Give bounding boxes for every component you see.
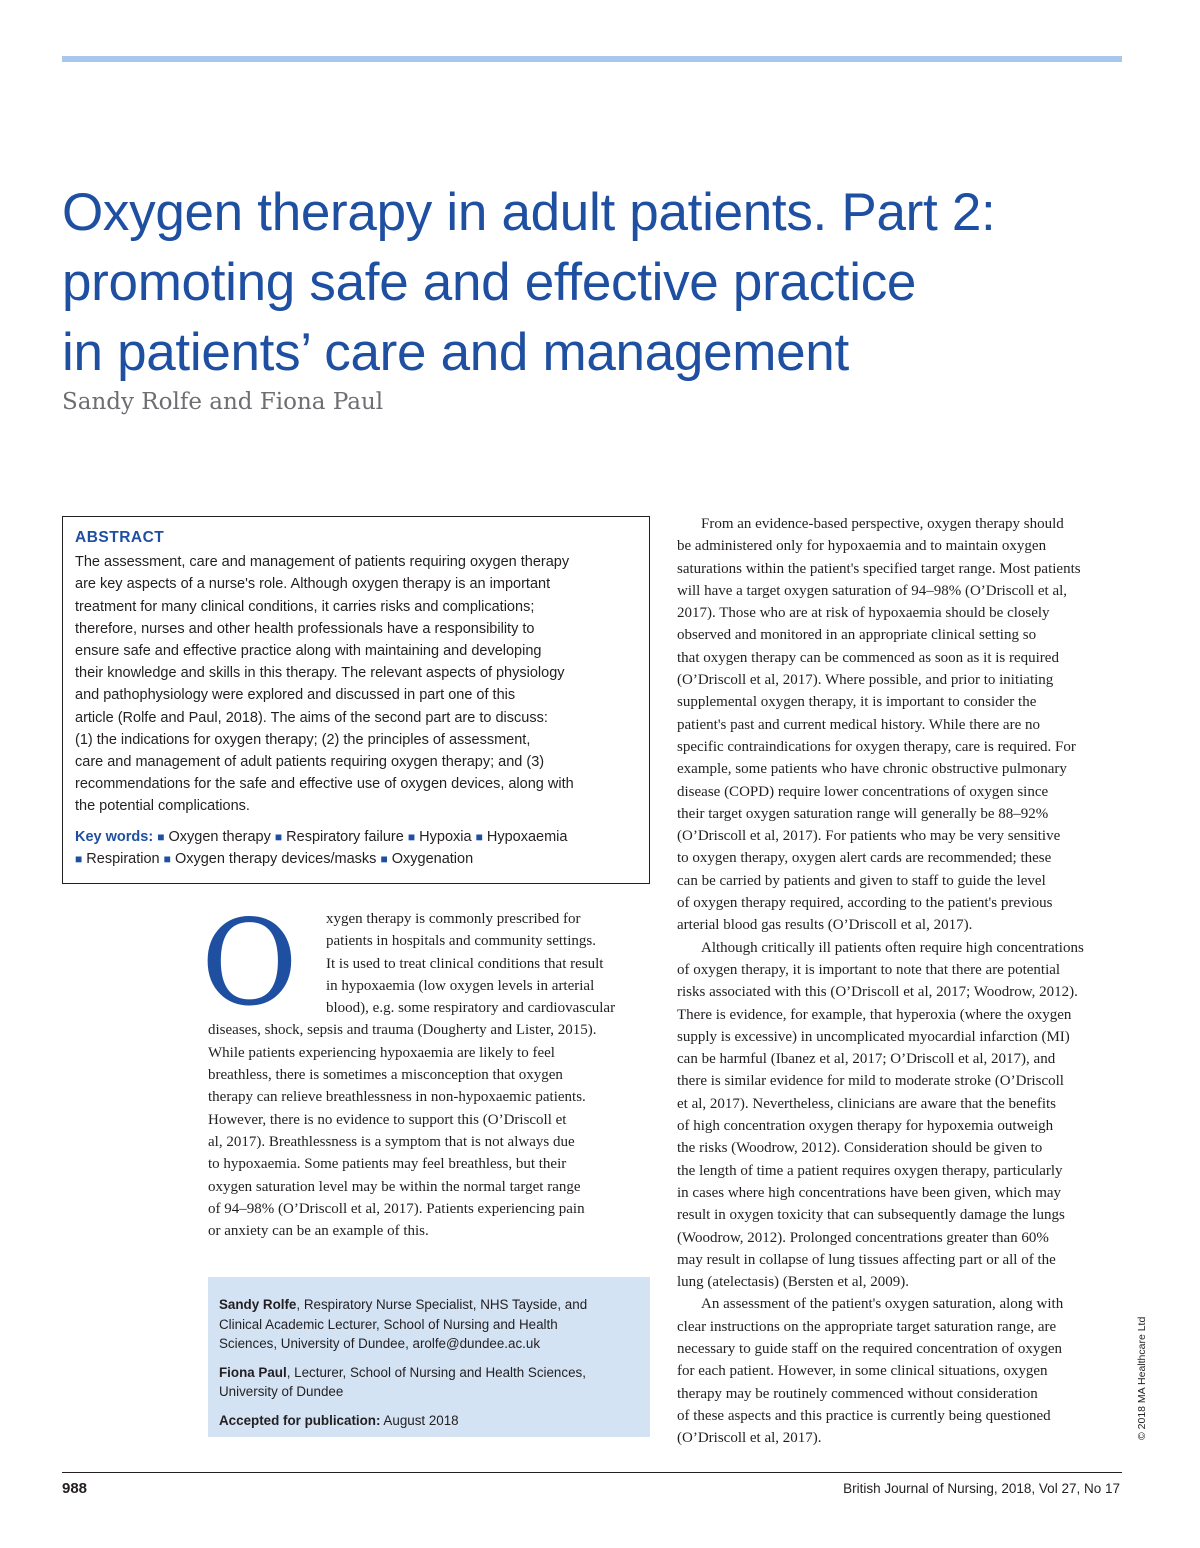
abstract-line: treatment for many clinical conditions, it carries risks and complications; [75, 598, 535, 615]
body-line: xygen therapy is commonly prescribed for [326, 911, 581, 927]
article-authors: Sandy Rolfe and Fiona Paul [62, 389, 384, 415]
body-line: Although critically ill patients often require high concentrations [701, 939, 1084, 956]
keyword-separator: ■ [75, 851, 83, 866]
title-line-1: Oxygen therapy in adult patients. Part 2: [62, 183, 996, 242]
keyword-separator: ■ [163, 851, 171, 866]
keyword: Oxygen therapy devices/masks [174, 850, 377, 867]
body-line: breathless, there is sometimes a misconception that oxygen [208, 1067, 563, 1084]
body-line: to hypoxaemia. Some patients may feel breathless, but their [208, 1156, 567, 1173]
affiliation-author-2 [219, 1363, 638, 1402]
keyword: Hypoxia [419, 828, 472, 845]
body-line: patient's past and current medical history. While there are no [677, 716, 1040, 733]
body-line: therapy may be routinely commenced without consideration [677, 1385, 1038, 1402]
abstract-line: the potential complications. [75, 798, 250, 815]
body-line: can be carried by patients and given to staff to guide the level [677, 872, 1046, 889]
top-accent-bar [62, 56, 1122, 62]
body-line: et al, 2017). Nevertheless, clinicians are aware that the benefits [677, 1095, 1057, 1112]
journal-citation: British Journal of Nursing, 2018, Vol 27, No 17 [843, 1481, 1120, 1496]
body-line: for each patient. However, in some clinical situations, oxygen [677, 1363, 1048, 1380]
accepted-date: August 2018 [380, 1412, 459, 1428]
body-line: It is used to treat clinical conditions that result [326, 955, 604, 972]
keyword-separator: ■ [157, 829, 165, 844]
abstract-line: therefore, nurses and other health professionals have a responsibility to [75, 620, 535, 637]
author-2-name: Fiona Paul [219, 1364, 287, 1380]
abstract-line: ensure safe and effective practice along with maintaining and developing [75, 643, 542, 660]
acceptance-note [219, 1411, 638, 1431]
title-line-2: promoting safe and effective practice [62, 253, 917, 312]
body-line: of 94–98% (O’Driscoll et al, 2017). Patients experiencing pain [208, 1200, 585, 1217]
keywords-line-2 [75, 848, 637, 870]
body-line: may result in collapse of lung tissues affecting part or all of the [677, 1251, 1056, 1268]
body-line: patients in hospitals and community settings. [326, 933, 596, 950]
body-line: be administered only for hypoxaemia and to maintain oxygen [677, 538, 1047, 555]
abstract-heading: ABSTRACT [75, 529, 165, 546]
keyword: Hypoxaemia [486, 828, 568, 845]
body-line: (O’Driscoll et al, 2017). For patients who may be very sensitive [677, 828, 1061, 845]
drop-cap: O [201, 894, 298, 1032]
body-line: their target oxygen saturation range will generally be 88–92% [677, 805, 1049, 822]
keyword-separator: ■ [407, 829, 416, 844]
affiliation-text: Clinical Academic Lecturer, School of Nursing and Health [219, 1316, 558, 1332]
author-1-name: Sandy Rolfe [219, 1297, 297, 1312]
body-line: specific contraindications for oxygen therapy, care is required. For [677, 738, 1076, 755]
body-line: or anxiety can be an example of this. [208, 1223, 429, 1240]
body-line: From an evidence-based perspective, oxygen therapy should [701, 516, 1064, 532]
abstract-line: their knowledge and skills in this therapy. The relevant aspects of physiology [75, 665, 565, 682]
title-line-3: in patients’ care and management [62, 323, 849, 382]
body-line: of oxygen therapy, it is important to note that there are potential [677, 961, 1061, 978]
body-right-column [677, 513, 1123, 1449]
abstract-line: The assessment, care and management of patients requiring oxygen therapy [75, 554, 570, 571]
body-line: al, 2017). Breathlessness is a symptom that is not always due [208, 1133, 575, 1150]
body-line: can be harmful (Ibanez et al, 2017; O’Driscoll et al, 2017), and [677, 1051, 1056, 1068]
keyword-separator: ■ [274, 829, 283, 844]
page-number: 988 [62, 1480, 88, 1497]
body-line: necessary to guide staff on the required concentration of oxygen [677, 1340, 1063, 1357]
body-line: clear instructions on the appropriate target saturation range, are [677, 1318, 1057, 1335]
abstract-line: are key aspects of a nurse's role. Although oxygen therapy is an important [75, 576, 551, 593]
abstract-line: article (Rolfe and Paul, 2018). The aims of the second part are to discuss: [75, 709, 548, 726]
abstract-line: (1) the indications for oxygen therapy; (2) the principles of assessment, [75, 731, 531, 748]
body-line: (O’Driscoll et al, 2017). Where possible, and prior to initiating [677, 672, 1054, 689]
abstract-text [75, 551, 637, 817]
abstract-line: and pathophysiology were explored and discussed in part one of this [75, 687, 516, 704]
body-line: will have a target oxygen saturation of 94–98% (O’Driscoll et al, [677, 582, 1068, 599]
body-line: the risks (Woodrow, 2012). Consideration should be given to [677, 1140, 1043, 1157]
abstract-line: care and management of adult patients requiring oxygen therapy; and (3) [75, 754, 545, 771]
body-left-column [201, 894, 654, 1242]
body-line: example, some patients who have chronic obstructive pulmonary [677, 761, 1067, 778]
body-line: in hypoxaemia (low oxygen levels in arterial [326, 977, 595, 994]
body-line: therapy can relieve breathlessness in non-hypoxaemic patients. [208, 1089, 586, 1106]
body-line: There is evidence, for example, that hyperoxia (where the oxygen [677, 1006, 1072, 1023]
body-line: (Woodrow, 2012). Prolonged concentrations greater than 60% [677, 1229, 1049, 1246]
keyword: Oxygen therapy [168, 828, 271, 845]
keyword: Oxygenation [391, 850, 474, 867]
keywords-line-1 [75, 826, 637, 848]
body-line: While patients experiencing hypoxaemia are likely to feel [208, 1044, 555, 1061]
body-line: the length of time a patient requires oxygen therapy, particularly [677, 1162, 1063, 1179]
body-line: supply is excessive) in uncomplicated myocardial infarction (MI) [677, 1028, 1070, 1045]
body-line: diseases, shock, sepsis and trauma (Dougherty and Lister, 2015). [208, 1022, 597, 1039]
affiliation-text: Sciences, University of Dundee, arolfe@dundee.ac.uk [219, 1336, 541, 1351]
body-line: to oxygen therapy, oxygen alert cards are recommended; these [677, 850, 1052, 867]
affiliation-text: University of Dundee [219, 1384, 344, 1399]
body-line: in cases where high concentrations have been given, which may [677, 1184, 1062, 1201]
keyword-separator: ■ [380, 851, 388, 866]
body-line: risks associated with this (O’Driscoll et al, 2017; Woodrow, 2012). [677, 984, 1078, 1001]
body-line: of these aspects and this practice is currently being questioned [677, 1407, 1051, 1424]
body-line: supplemental oxygen therapy, it is important to consider the [677, 694, 1037, 711]
body-line: of high concentration oxygen therapy for hypoxemia outweigh [677, 1118, 1054, 1135]
body-line: there is similar evidence for mild to moderate stroke (O’Driscoll [677, 1073, 1064, 1090]
accepted-label: Accepted for publication: [219, 1412, 381, 1428]
body-line: arterial blood gas results (O’Driscoll et al, 2017). [677, 917, 973, 934]
keywords [75, 826, 637, 870]
body-line: observed and monitored in an appropriate clinical setting so [677, 627, 1037, 644]
keyword-separator: ■ [475, 829, 483, 844]
body-line: disease (COPD) require lower concentrations of oxygen since [677, 783, 1049, 800]
body-line: oxygen saturation level may be within the normal target range [208, 1178, 581, 1195]
abstract-box [62, 516, 650, 884]
affiliation-text: , Respiratory Nurse Specialist, NHS Tayside, and [296, 1297, 588, 1312]
body-line: However, there is no evidence to support this (O’Driscoll et [208, 1111, 567, 1128]
body-line: (O’Driscoll et al, 2017). [677, 1430, 822, 1447]
keyword: Respiration [86, 850, 160, 867]
affiliation-text: , Lecturer, School of Nursing and Health Sciences, [286, 1364, 586, 1380]
article-title [62, 178, 1142, 388]
body-line: of oxygen therapy required, according to the patient's previous [677, 895, 1053, 912]
abstract-line: recommendations for the safe and effective use of oxygen devices, along with [75, 776, 574, 793]
body-line: An assessment of the patient's oxygen saturation, along with [701, 1296, 1064, 1313]
body-line: result in oxygen toxicity that can subsequently damage the lungs [677, 1207, 1065, 1224]
affiliation-author-1 [219, 1295, 638, 1354]
copyright-notice: © 2018 MA Healthcare Ltd [1136, 1316, 1148, 1440]
body-line: lung (atelectasis) (Bersten et al, 2009). [677, 1274, 910, 1291]
body-line: blood), e.g. some respiratory and cardiovascular [326, 1000, 616, 1017]
body-line: 2017). Those who are at risk of hypoxaemia should be closely [677, 605, 1050, 622]
keywords-label: Key words: [75, 828, 154, 845]
author-affiliations-box [208, 1277, 650, 1437]
keyword: Respiratory failure [286, 828, 404, 845]
footer-rule [62, 1472, 1122, 1473]
body-line: saturations within the patient's specified target range. Most patients [677, 560, 1081, 577]
body-line: that oxygen therapy can be commenced as soon as it is required [677, 649, 1059, 666]
